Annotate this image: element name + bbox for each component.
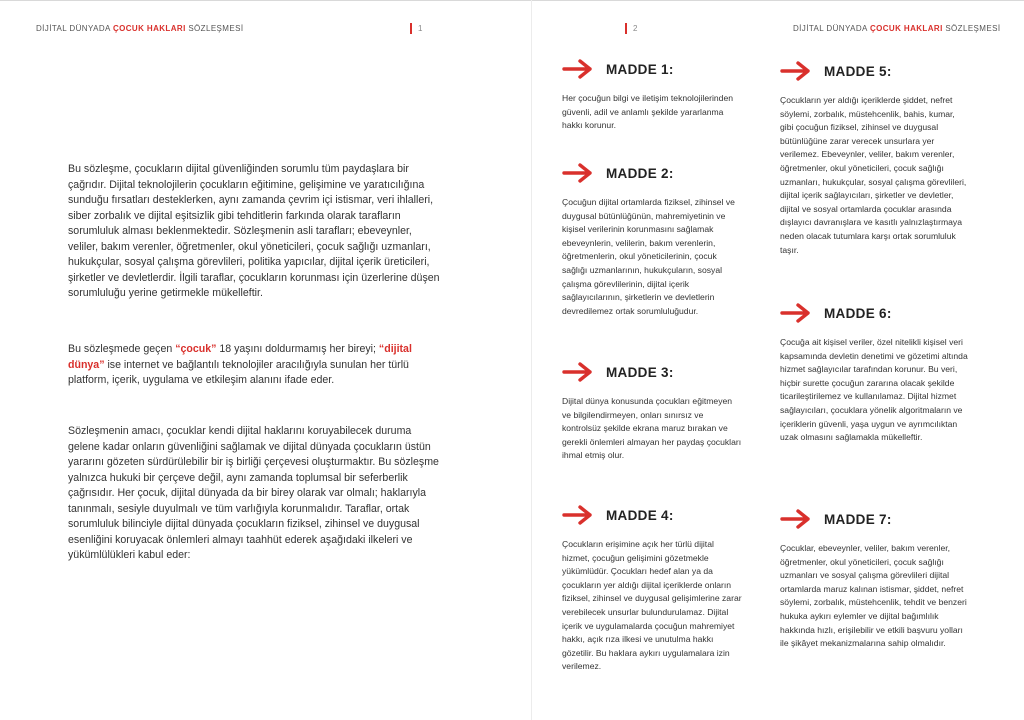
article-1 [562,56,742,133]
article-title: MADDE 1: [606,61,674,77]
header-title-left-highlight: ÇOCUK HAKLARI [112,24,186,33]
intro-p2-part-c: ise internet ve bağlantılı teknolojiler aracılığıyla sunulan her türlü platform, içerik, uygulama ve etkileşim alanını ifade eder. [68,358,409,386]
page-marker-bar [625,23,627,34]
term-dijital-dunya: “dijital dünya” [68,343,412,371]
article-body: Çocukların erişimine açık her türlü dijital hizmet, çocuğun gelişimini gözetmekle yükümlüdür. Çocukları hedef alan ya da çocukların yer aldığı dijital içeriklerde onların fiziksel, zihinsel ve duygusal gelişimlerine zarar verebilecek unsurlar bulundurulamaz. Dijital içerik ve uygulamalarda çocuğun mahremiyet hakkı, açık rıza ilkesi ve unutulma hakkı gözetilir. Bu haklara aykırı uygulamalara izin verilemez. [562,539,742,672]
intro-p2-part-a: Bu sözleşmede geçen [68,343,176,355]
article-heading [780,300,970,326]
arrow-right-icon [780,60,812,82]
page-number-right [625,23,637,34]
header-title-left-suffix: SÖZLEŞMESİ [185,24,244,33]
page-marker-bar [410,23,412,34]
intro-paragraph-2 [68,342,440,389]
article-heading [562,160,742,186]
arrow-right-icon [562,504,594,526]
page-number-right-text: 2 [633,24,638,33]
intro-paragraph-1-text: Bu sözleşme, çocukların dijital güvenliğinden sorumlu tüm paydaşlara bir çağrıdır. Dijital teknolojilerin çocukların eğitimine, gelişimine ve yaratıcılığına sunduğu fırsatları desteklerken, aynı zamanda çevrim içi istismar, veri ihlalleri, siber zorbalık ve dijital eşitsizlik gibi tehditlerin farkında olarak tarafların sorumluluk alması beklenmektedir. Sözleşmenin asli tarafları; ebeveynler, veliler, bakım verenler, öğretmenler, okul yöneticileri, çocuk sağlığı uzmanları, hukukçular, sosyal çalışma görevlileri, politika yapıcılar, dijital içerik üreticileri, şirketler ve devletlerdir. İlgili taraflar, çocukların korunması için üzerlerine düşen sorumluluğu yerine getirmekle mükelleftir. [68,163,440,299]
arrow-right-icon [562,162,594,184]
intro-paragraph-1 [68,162,440,302]
article-body: Çocukların yer aldığı içeriklerde şiddet, nefret söylemi, zorbalık, müstehcenlik, bahis, kumar, gibi çocuğun fiziksel, zihinsel ve duygusal bütünlüğüne zarar verecek unsurlara yer verilemez. Ebeveynler, veliler, bakım verenler, öğretmenler, okul yöneticileri, çocuk sağlığı uzmanları, hukukçular, sosyal çalışma görevlileri, dijital içerik sağlayıcıları, şirketler ve devletler, dijital ve sosyal ortamlarda çocuklar arasında dışlayıcı davranışlara ve kasıtlı yalnızlaştırmaya neden olacak tutumlara karşı ortak sorumluluk taşır. [780,95,967,255]
spread-top-border [0,0,1024,1]
term-cocuk: “çocuk” [175,343,217,355]
article-heading [562,502,742,528]
article-heading [780,506,970,532]
page-number-left [410,23,422,34]
arrow-right-icon [780,302,812,324]
page-gutter [531,0,532,720]
intro-paragraph-2-text [68,342,440,389]
article-body: Çocuklar, ebeveynler, veliler, bakım verenler, öğretmenler, okul yöneticileri, çocuk sağlığı uzmanları ve sosyal çalışma görevlileri dijital ortamlarda maruz kalınan istismar, şiddet, nefret söylemi, zorbalık, müstehcenlik, tehdit ve benzeri hukuka aykırı eylemler ve dijital bağımlılık hakkında hızlı, erişilebilir ve etkili başvuru yolları ile şikâyet mekanizmalarına sahip olmalıdır. [780,543,967,649]
header-title-right [793,24,1000,33]
arrow-right-icon [780,508,812,530]
article-2 [562,160,742,318]
article-heading [780,58,970,84]
article-6 [780,300,970,445]
page-number-left-text: 1 [418,24,423,33]
article-heading [562,56,742,82]
article-title: MADDE 5: [824,63,892,79]
arrow-right-icon [562,361,594,383]
article-title: MADDE 7: [824,511,892,527]
article-body: Her çocuğun bilgi ve iletişim teknolojilerinden güvenli, adil ve anlamlı şekilde yararlanma hakkı korunur. [562,93,734,131]
article-4 [562,502,742,674]
header-title-right-prefix: DİJİTAL DÜNYADA [793,24,870,33]
article-body: Çocuğun dijital ortamlarda fiziksel, zihinsel ve duygusal bütünlüğünün, mahremiyetinin ve kişisel verilerinin korunmasını sağlamak ebeveynlerin, velilerin, bakım verenlerin, öğretmenlerin, okul yöneticilerinin, çocuk sağlığı uzmanlarının, hukukçuların, sosyal çalışma görevlilerinin, dijital içerik sağlayıcılarının, şirketlerin ve devletlerin devredilemez ortak sorumluluğudur. [562,197,735,316]
article-title: MADDE 4: [606,507,674,523]
intro-p2-part-b: 18 yaşını doldurmamış her bireyi; [216,343,379,355]
article-body: Çocuğa ait kişisel veriler, özel nitelikli kişisel veri kapsamında devletin denetimi ve gözetimi altında hizmet sağlayıcılar tarafından korunur. Bu veri, hiçbir surette çocuğun zararına olacak şekilde ticarileştirilemez ve kullanılamaz. Dijital hizmet sağlayıcıları, çocuklara yönelik algoritmaların ve içeriklerin güvenli, yaşa uygun ve ayrımcılıktan uzak olmasını sağlamakla mükelleftir. [780,337,968,443]
article-body: Dijital dünya konusunda çocukları eğitmeyen ve bilgilendirmeyen, onları sınırsız ve kontrolsüz şekilde ekrana maruz bırakan ve gerekli önlemleri almayan her paydaş çocukları ihmal etmiş olur. [562,396,742,461]
header-title-left [36,24,243,33]
header-title-right-highlight: ÇOCUK HAKLARI [869,24,943,33]
article-heading [562,359,742,385]
article-7 [780,506,970,651]
article-5 [780,58,970,257]
article-title: MADDE 6: [824,305,892,321]
intro-paragraph-3-text: Sözleşmenin amacı, çocuklar kendi dijital haklarını koruyabilecek duruma gelene kadar onların güvenliğini sağlamak ve dijital dünyada çocukların üstün yararını gözeten sürdürülebilir bir iş birliği çerçevesi oluşturmaktır. Bu sözleşme yalnızca hukuki bir çerçeve değil, aynı zamanda toplumsal bir seferberlik çağrısıdır. Her çocuk, dijital dünyada da bir birey olarak var olmalı; haklarıyla tanınmalı, sesiyle duyulmalı ve tüm varlığıyla korunmalıdır. Taraflar, ortak sorumluluk bilinciyle dijital dünyada çocukların fiziksel, zihinsel ve duygusal esenliğini koruyacak önlemleri almayı taahhüt ederek aşağıdaki ilkeleri ve yükümlülükleri kabul eder: [68,425,439,561]
header-title-left-prefix: DİJİTAL DÜNYADA [36,24,113,33]
article-title: MADDE 2: [606,165,674,181]
intro-paragraph-3 [68,424,440,564]
article-title: MADDE 3: [606,364,674,380]
arrow-right-icon [562,58,594,80]
header-title-right-suffix: SÖZLEŞMESİ [942,24,1001,33]
article-3 [562,359,742,463]
